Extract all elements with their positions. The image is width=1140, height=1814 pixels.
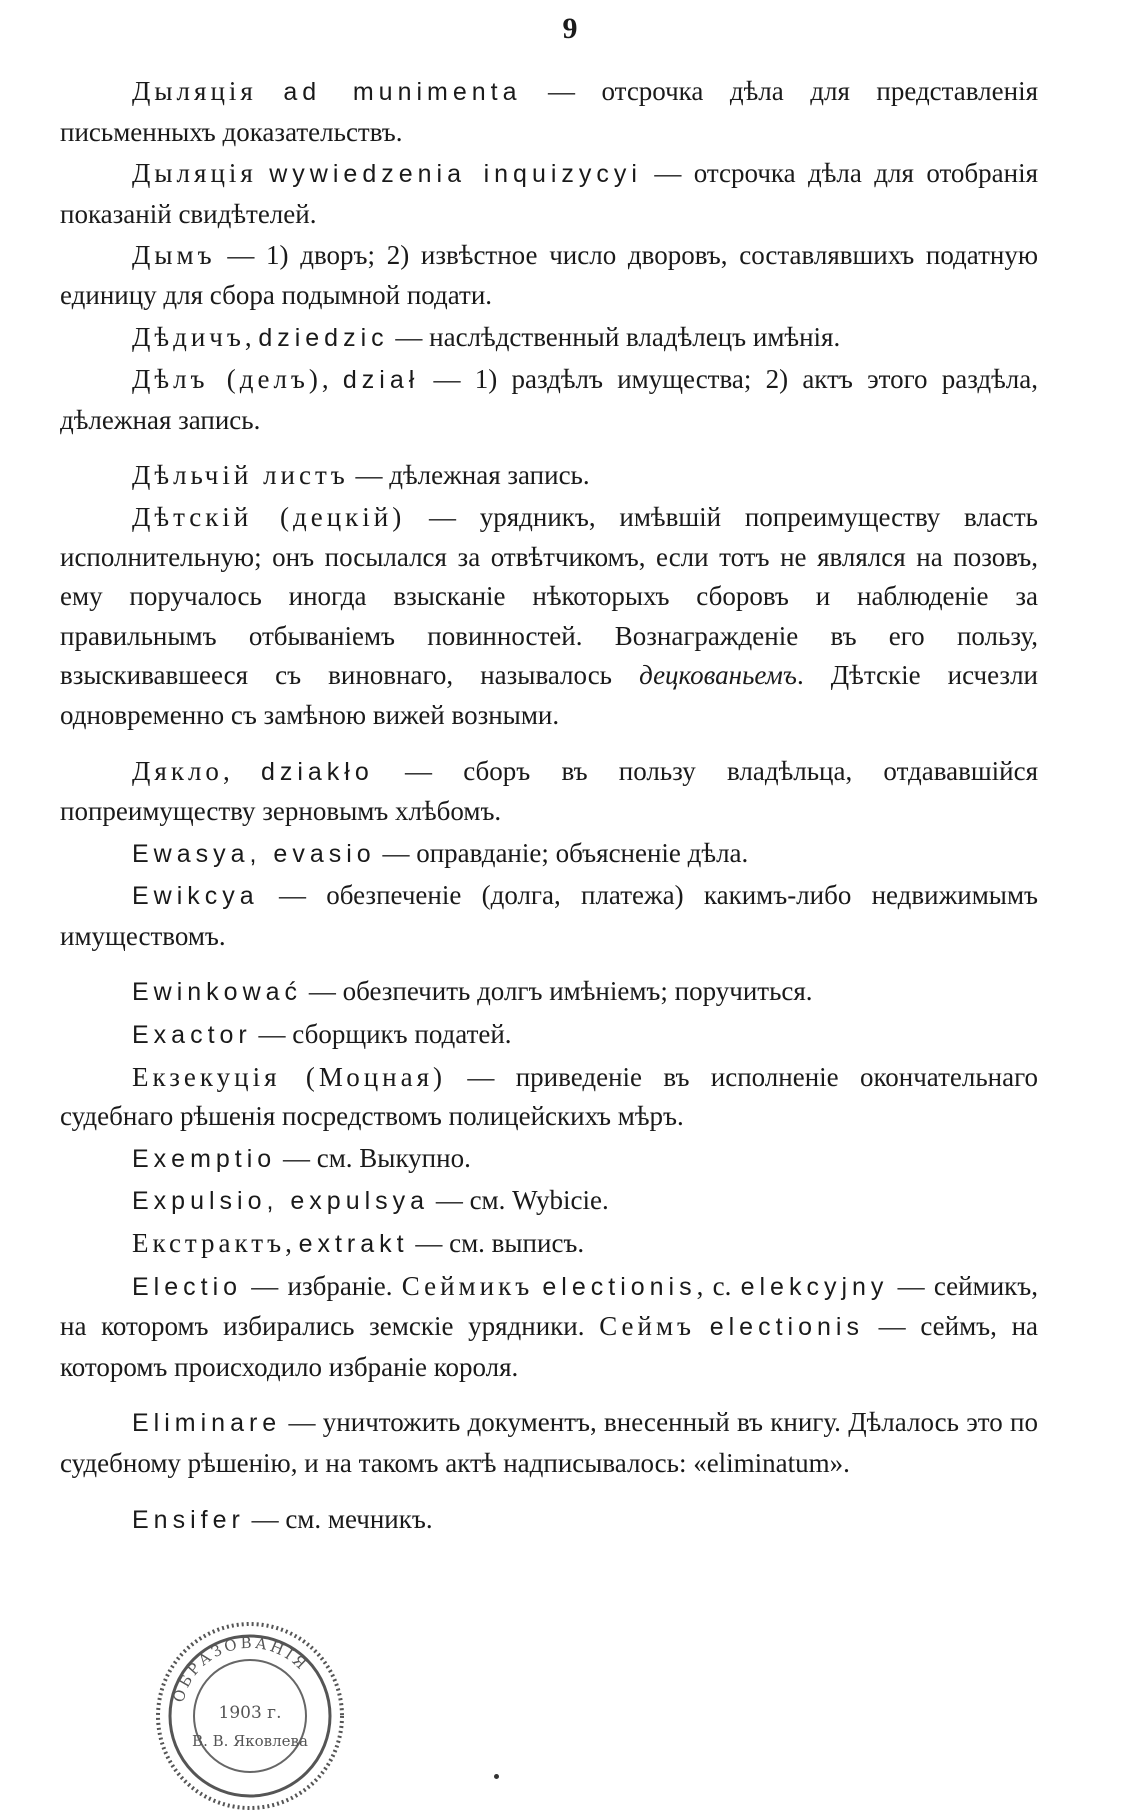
dictionary-entry — [60, 318, 1038, 359]
entry-text: — см. мечникъ. — [244, 1503, 433, 1534]
entry-term: Екстрактъ — [132, 1228, 286, 1259]
print-mark — [494, 1774, 499, 1779]
dictionary-entry — [60, 1224, 1038, 1265]
entry-term: ad munimenta — [283, 78, 522, 106]
entry-text: — см. Wybicie. — [429, 1185, 609, 1216]
entry-term: Дыляція — [132, 158, 257, 189]
entry-term: Electio — [132, 1272, 243, 1301]
entry-term: Ewasya, evasio — [132, 839, 376, 868]
entry-text: — избраніе. — [242, 1270, 402, 1301]
entry-text: — урядникъ, имѣвшій попреимуществу власть исполнительную; онъ посылался за отвѣтчикомъ, если тотъ не являлся на позовъ, ему поручалось иногда взысканіе нѣкоторыхъ сборовъ и наблюденіе за правильнымъ отбываніемъ повинностей. Вознагражденіе въ его пользу, взыскивавшееся съ виновнаго, называлось — [60, 501, 1038, 691]
dictionary-entry — [60, 360, 1038, 440]
entry-text: — 1) дворъ; 2) извѣстное число дворовъ, составлявшихъ податную единицу для сбора подымной подати. — [60, 240, 1038, 310]
entry-text — [257, 158, 269, 188]
entry-term: elekcyjny — [740, 1272, 889, 1301]
entry-term: Дѣльчій листъ — [132, 460, 349, 491]
entry-term: dziedzic — [258, 323, 389, 352]
entry-term: extrakt — [298, 1230, 409, 1259]
entry-term: Ewikcya — [132, 882, 259, 911]
entry-text: , — [321, 364, 343, 395]
dictionary-entry — [60, 456, 1038, 496]
stamp-middle-text: 1903 г. — [218, 1703, 282, 1723]
dictionary-entry — [60, 1267, 1038, 1388]
entry-term: Дымъ — [132, 240, 216, 271]
dictionary-entry — [60, 752, 1038, 832]
entry-text — [695, 1311, 710, 1341]
dictionary-entry — [60, 1500, 1038, 1541]
svg-text:ОБРАЗОВАНІЯ — [169, 1634, 312, 1705]
entry-term: electionis — [709, 1313, 864, 1342]
entry-italic-word: децкованьемъ — [639, 660, 797, 691]
entry-term: wywiedzenia inquizycyi — [269, 160, 642, 189]
entry-term: Ewinkować — [132, 978, 303, 1007]
entry-term: Дѣдичъ — [132, 321, 245, 352]
dictionary-entry — [60, 1058, 1038, 1137]
dictionary-entry — [60, 1139, 1038, 1180]
entry-text: — см. выписъ. — [408, 1228, 585, 1259]
entry-text: , — [222, 755, 261, 786]
library-stamp — [152, 1618, 348, 1814]
entry-text: — наслѣдственный владѣлецъ имѣнія. — [388, 321, 841, 352]
entry-term: dziakło — [260, 757, 374, 786]
dictionary-entry — [60, 498, 1038, 736]
entry-text: — обезпеченіе (долга, платежа) какимъ-либо недвижимымъ имуществомъ. — [60, 880, 1038, 951]
entry-text — [257, 76, 284, 106]
dictionary-entry — [60, 236, 1038, 315]
page-number: 9 — [562, 12, 578, 45]
entry-text: . Дѣтскіе исчезли одновременно съ замѣною вижей возными. — [60, 660, 1038, 730]
entry-text: , — [285, 1228, 299, 1259]
entry-text: — сеймикъ, на которомъ избирались земскіе урядники. — [60, 1270, 1038, 1342]
dictionary-entry — [60, 154, 1038, 234]
entry-text: — обезпечить долгъ имѣніемъ; поручиться. — [302, 976, 813, 1007]
dictionary-entry — [60, 1015, 1038, 1056]
stamp-top-text: ОБРАЗОВАНІЯ — [169, 1633, 313, 1705]
dictionary-entry — [60, 1403, 1038, 1483]
entry-term: Exemptio — [132, 1144, 277, 1173]
dictionary-entry — [60, 1181, 1038, 1222]
entry-term: Екзекуція (Моцная) — [132, 1061, 446, 1092]
entry-text: — сборъ въ пользу владѣльца, отдававшійся попреимуществу зерновымъ хлѣбомъ. — [60, 755, 1039, 827]
entry-term: Дѣтскій (децкій) — [132, 501, 406, 532]
entry-text — [533, 1271, 542, 1301]
entry-term: electionis — [542, 1272, 697, 1301]
entry-text: — дѣлежная запись. — [348, 460, 590, 491]
entry-text: , — [244, 321, 259, 352]
entry-text: — приведеніе въ исполненіе окончательнаго судебнаго рѣшенія посредствомъ полицейскихъ мѣръ. — [60, 1061, 1038, 1132]
entry-term: Сеймикъ — [401, 1270, 534, 1301]
dictionary-entry — [60, 834, 1038, 875]
entry-term: Дякло — [132, 755, 223, 786]
entry-text: , c. — [696, 1270, 741, 1301]
dictionary-entry — [60, 972, 1038, 1013]
entry-term: Expulsio, expulsya — [132, 1187, 430, 1216]
entry-text: — отсрочка дѣла для представленія письменныхъ доказательствъ. — [60, 76, 1038, 147]
entry-term: dział — [342, 366, 420, 395]
entry-text: — отсрочка дѣла для отобранія показаній свидѣтелей. — [60, 158, 1039, 229]
entry-text: — сеймъ, на которомъ происходило избраніе короля. — [60, 1311, 1038, 1382]
entry-term: Eliminare — [132, 1409, 282, 1438]
entry-text: — сборщикъ податей. — [251, 1019, 512, 1050]
dictionary-body — [60, 72, 1038, 1542]
stamp-bottom-text: В. В. Яковлева — [192, 1732, 308, 1750]
entry-term: Сеймъ — [599, 1311, 696, 1342]
entry-text: — уничтожить документъ, внесенный въ книгу. Дѣлалось это по судебному рѣшенію, и на такомъ актѣ надписывалось: «eliminatum». — [60, 1407, 1038, 1478]
entry-term: Дѣлъ (делъ) — [132, 364, 322, 395]
entry-term: Exactor — [132, 1021, 252, 1050]
entry-term: Дыляція — [132, 76, 257, 106]
entry-text: — см. Выкупно. — [276, 1142, 471, 1173]
dictionary-entry — [60, 72, 1038, 152]
dictionary-entry — [60, 876, 1038, 956]
entry-text: — оправданіе; объясненіе дѣла. — [375, 837, 749, 868]
entry-text: — 1) раздѣлъ имущества; 2) актъ этого раздѣла, дѣлежная запись. — [60, 364, 1038, 435]
entry-term: Ensifer — [132, 1505, 245, 1534]
